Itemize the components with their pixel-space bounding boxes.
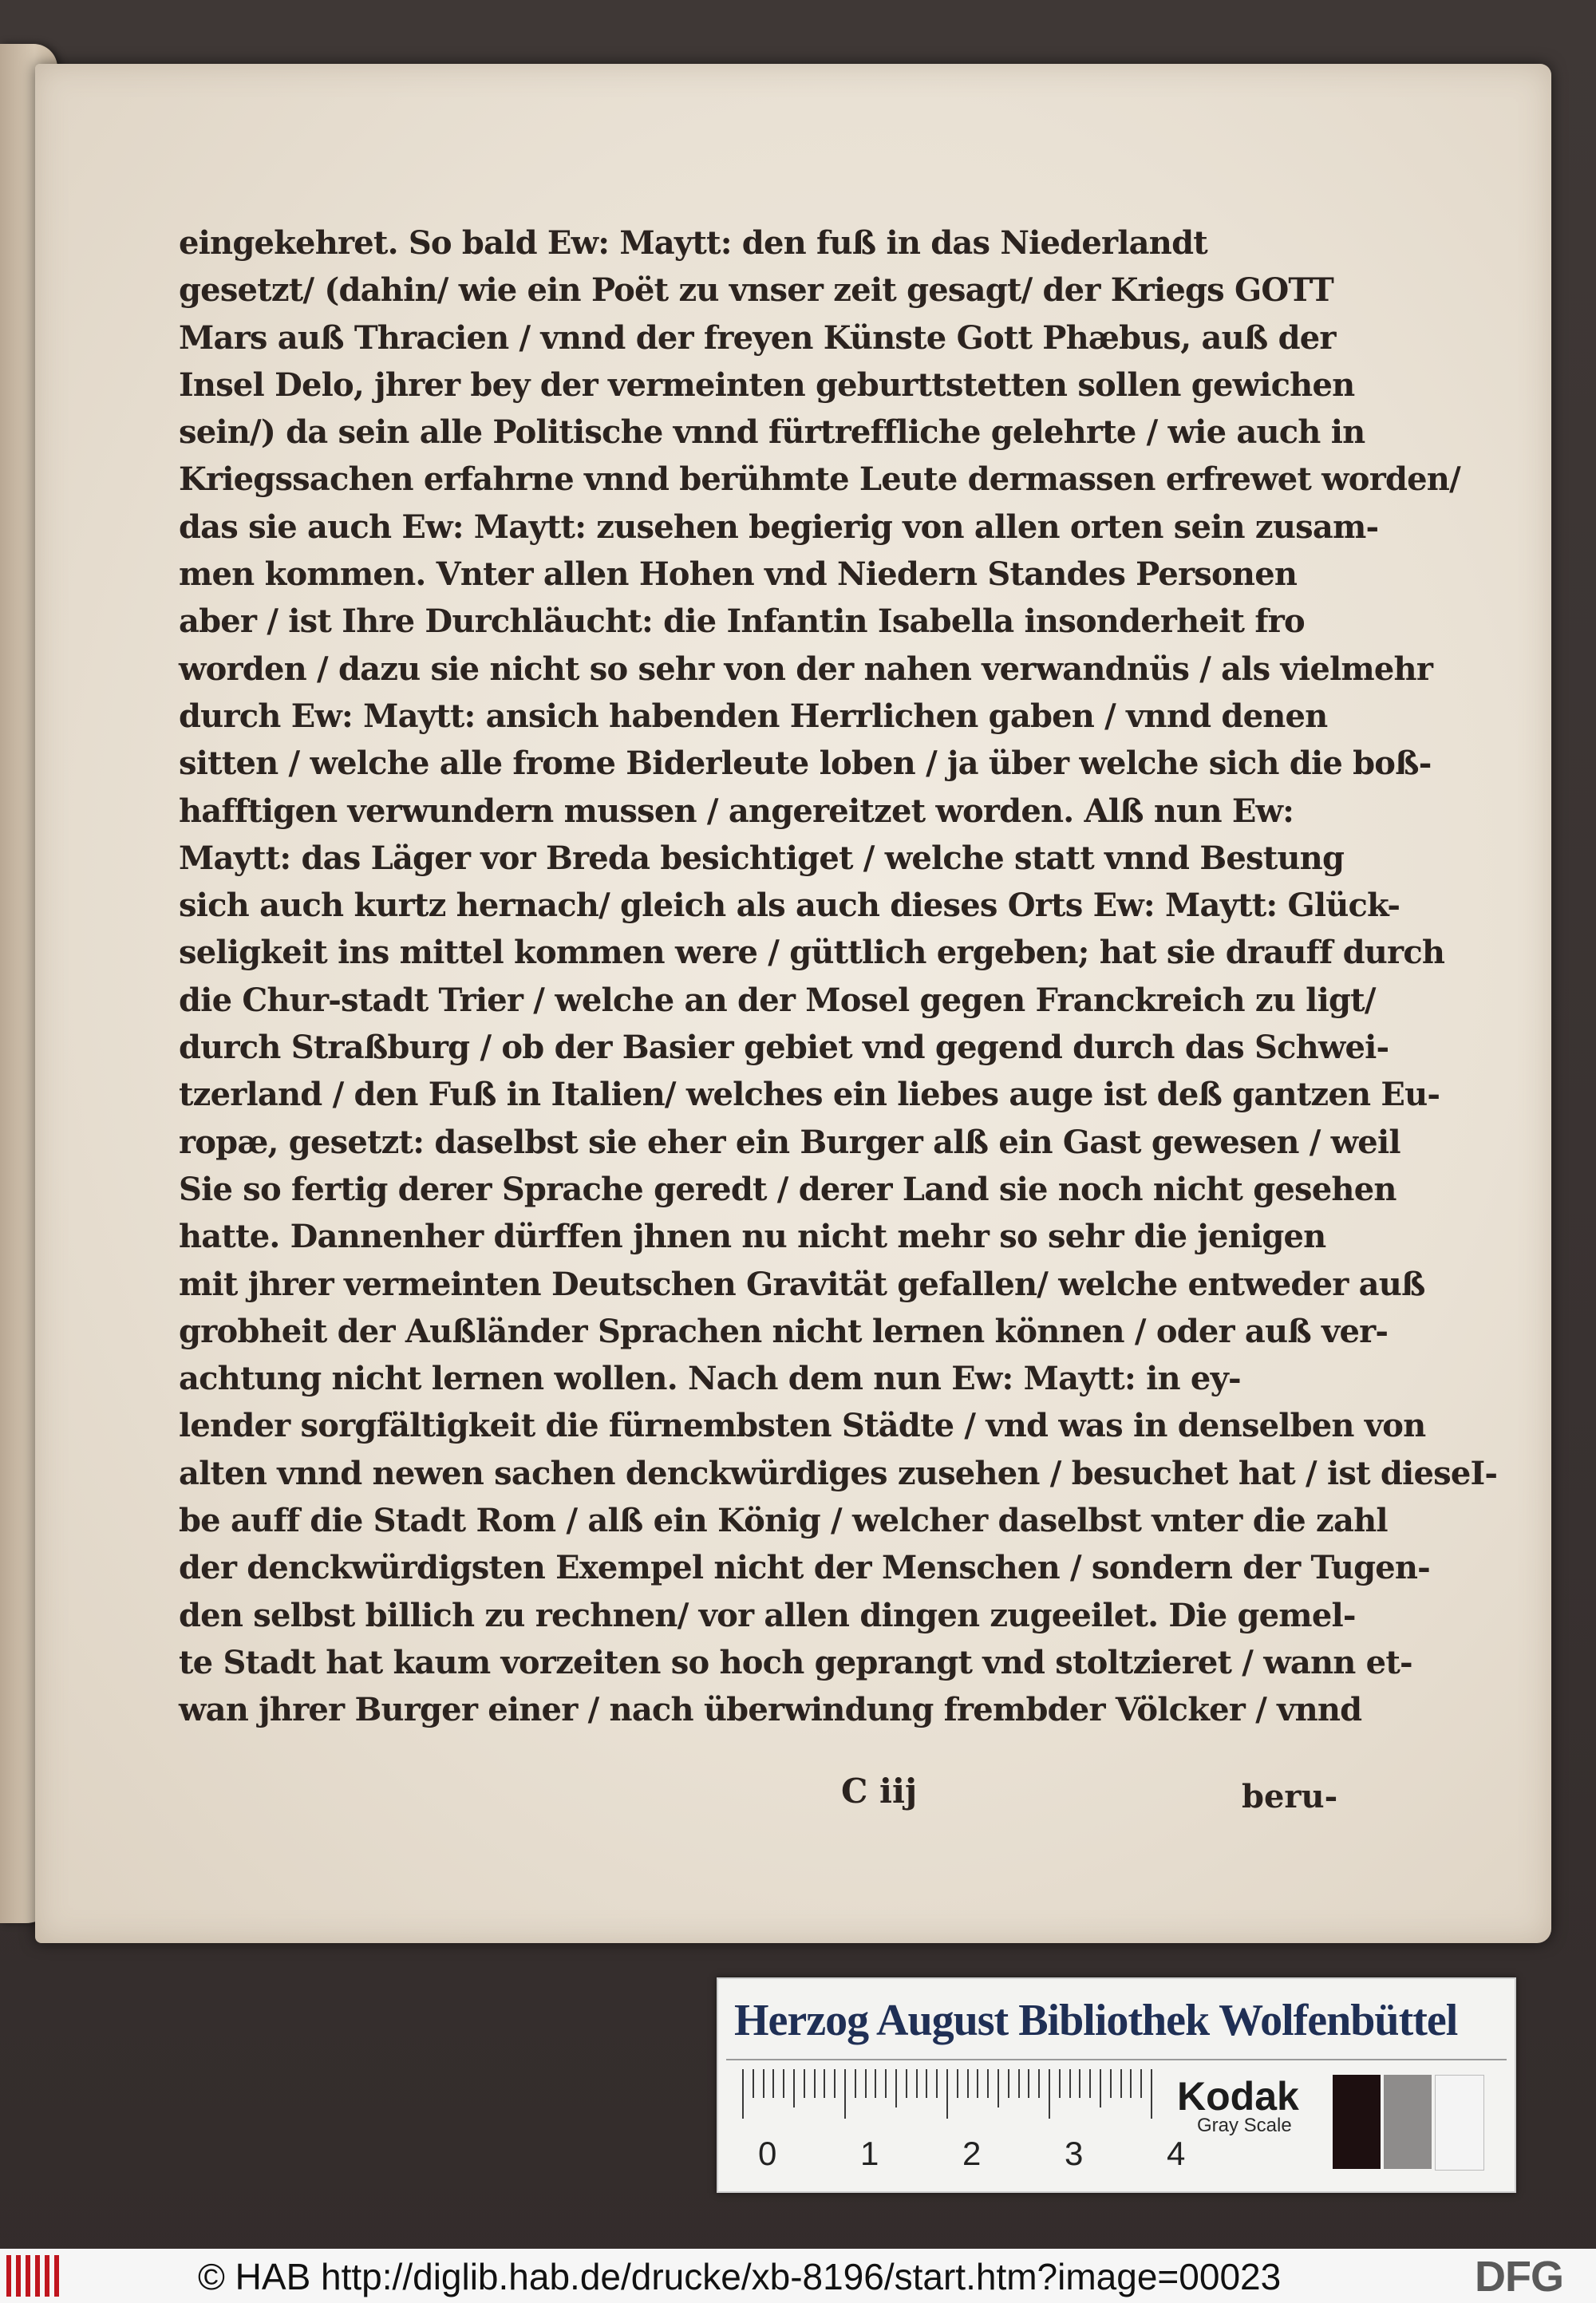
color-target-card xyxy=(717,1977,1516,2193)
ruler-tick xyxy=(1018,2069,1020,2098)
gray-scale-label: Gray Scale xyxy=(1197,2115,1292,2136)
text-line: wan jhrer Burger einer / nach überwindung frembder Völcker / vnnd xyxy=(179,1691,1362,1729)
ruler-tick xyxy=(1100,2069,1101,2107)
library-name: Herzog August Bibliothek Wolfenbüttel xyxy=(734,1996,1458,2045)
ruler-tick xyxy=(875,2069,876,2098)
ruler-tick xyxy=(834,2069,836,2098)
ruler-number: 1 xyxy=(860,2135,879,2172)
ruler-tick xyxy=(946,2069,948,2119)
text-line: lender sorgfältigkeit die fürnembsten Städte / vnd was in denselben von xyxy=(179,1407,1426,1445)
ruler-tick xyxy=(793,2069,795,2107)
ruler-tick xyxy=(865,2069,867,2098)
text-line: Sie so fertig derer Sprache geredt / derer Land sie noch nicht gesehen xyxy=(179,1170,1396,1208)
ruler-tick xyxy=(967,2069,969,2098)
text-line: Kriegssachen erfahrne vnnd berühmte Leute dermassen erfrewet worden/ xyxy=(179,460,1460,499)
ruler-number: 4 xyxy=(1167,2135,1186,2172)
ruler-tick xyxy=(1059,2069,1061,2098)
ruler-tick xyxy=(1140,2069,1142,2098)
text-line: durch Ew: Maytt: ansich habenden Herrlichen gaben / vnnd denen xyxy=(179,697,1328,735)
catchword: beru- xyxy=(1242,1778,1338,1815)
text-line: seligkeit ins mittel kommen were / güttlich ergeben; hat sie drauff durch xyxy=(179,934,1445,972)
text-line: Insel Delo, jhrer bey der vermeinten geburttstetten sollen gewichen xyxy=(179,365,1355,404)
ruler-tick xyxy=(1069,2069,1071,2098)
text-line: die Chur-stadt Trier / welche an der Mosel gegen Franckreich zu ligt/ xyxy=(179,981,1376,1019)
hab-barcode-icon xyxy=(6,2255,64,2297)
text-line: achtung nicht lernen wollen. Nach dem nun Ew: Maytt: in ey- xyxy=(179,1360,1241,1398)
text-line: te Stadt hat kaum vorzeiten so hoch geprangt vnd stoltzieret / wann et- xyxy=(179,1643,1412,1681)
text-line: men kommen. Vnter allen Hohen vnd Niedern Standes Personen xyxy=(179,555,1298,594)
text-line: der denckwürdigsten Exempel nicht der Menschen / sondern der Tugen- xyxy=(179,1549,1430,1587)
gray-swatch xyxy=(1384,2075,1432,2169)
ruler-tick xyxy=(742,2069,744,2119)
footer-bar xyxy=(0,2249,1596,2303)
text-line: worden / dazu sie nicht so sehr von der nahen verwandnüs / als vielmehr xyxy=(179,650,1433,688)
target-divider xyxy=(726,2059,1507,2060)
copyright-url: © HAB http://diglib.hab.de/drucke/xb-8196/start.htm?image=00023 xyxy=(198,2256,1282,2297)
text-line: sitten / welche alle frome Biderleute loben / ja über welche sich die boß- xyxy=(179,745,1432,783)
ruler-tick xyxy=(1151,2069,1152,2119)
text-line: Maytt: das Läger vor Breda besichtiget / welche statt vnnd Bestung xyxy=(179,839,1345,877)
signature-mark: C iij xyxy=(841,1772,918,1811)
dfg-logo: DFG xyxy=(1475,2253,1563,2301)
ruler-tick xyxy=(772,2069,774,2098)
ruler-tick xyxy=(1028,2069,1029,2098)
ruler-tick xyxy=(998,2069,999,2107)
ruler-tick xyxy=(814,2069,816,2098)
text-line: gesetzt/ (dahin/ wie ein Poët zu vnser zeit gesagt/ der Kriegs GOTT xyxy=(179,271,1333,310)
ruler-tick xyxy=(936,2069,938,2098)
ruler-tick xyxy=(824,2069,825,2098)
kodak-logo: Kodak xyxy=(1177,2074,1299,2119)
ruler-tick xyxy=(753,2069,754,2098)
ruler-number: 3 xyxy=(1065,2135,1084,2172)
ruler-tick xyxy=(1110,2069,1112,2098)
text-line: hafftigen verwundern mussen / angereitzet worden. Alß nun Ew: xyxy=(179,792,1294,830)
text-line: mit jhrer vermeinten Deutschen Gravität gefallen/ welche entweder auß xyxy=(179,1265,1425,1303)
text-line: hatte. Dannenher dürffen jhnen nu nicht mehr so sehr die jenigen xyxy=(179,1218,1326,1256)
text-line: durch Straßburg / ob der Basier gebiet vnd gegend durch das Schwei- xyxy=(179,1029,1389,1067)
ruler-tick xyxy=(906,2069,907,2098)
text-line: den selbst billich zu rechnen/ vor allen dingen zugeeilet. Die gemel- xyxy=(179,1596,1356,1634)
ruler-tick xyxy=(783,2069,784,2098)
ruler-tick xyxy=(885,2069,887,2098)
ruler-tick xyxy=(1120,2069,1122,2098)
ruler-tick xyxy=(895,2069,897,2107)
ruler-tick xyxy=(844,2069,846,2119)
book-page xyxy=(35,64,1551,1943)
ruler-tick xyxy=(855,2069,856,2098)
ruler-tick xyxy=(1038,2069,1040,2098)
ruler-tick xyxy=(804,2069,805,2098)
text-line: ropæ, gesetzt: daselbst sie eher ein Burger alß ein Gast gewesen / weil xyxy=(179,1123,1400,1161)
gray-swatch xyxy=(1435,2075,1484,2171)
gray-swatch xyxy=(1333,2075,1381,2169)
ruler-number: 2 xyxy=(962,2135,982,2172)
page-text xyxy=(179,219,1498,1734)
ruler-tick xyxy=(1089,2069,1091,2098)
ruler-tick xyxy=(1049,2069,1050,2119)
text-line: Mars auß Thracien / vnnd der freyen Künste Gott Phæbus, auß der xyxy=(179,318,1336,357)
text-line: alten vnnd newen sachen denckwürdiges zusehen / besuchet hat / ist dieseI- xyxy=(179,1454,1498,1492)
ruler-tick xyxy=(1008,2069,1009,2098)
text-line: grobheit der Außländer Sprachen nicht lernen können / oder auß ver- xyxy=(179,1312,1389,1350)
ruler-tick xyxy=(957,2069,958,2098)
text-line: aber / ist Ihre Durchläucht: die Infantin Isabella insonderheit fro xyxy=(179,602,1305,641)
ruler-scale xyxy=(742,2069,1186,2172)
text-line: sein/) da sein alle Politische vnnd fürtreffliche gelehrte / wie auch in xyxy=(179,413,1365,452)
ruler-tick xyxy=(1079,2069,1080,2098)
text-line: be auff die Stadt Rom / alß ein König / welcher daselbst vnter die zahl xyxy=(179,1502,1388,1540)
text-line: tzerland / den Fuß in Italien/ welches ein liebes auge ist deß gantzen Eu- xyxy=(179,1076,1440,1114)
ruler-tick xyxy=(1130,2069,1132,2098)
ruler-tick xyxy=(987,2069,989,2098)
text-line: sich auch kurtz hernach/ gleich als auch dieses Orts Ew: Maytt: Glück- xyxy=(179,887,1400,925)
ruler-tick xyxy=(977,2069,978,2098)
ruler-tick xyxy=(916,2069,918,2098)
ruler-tick xyxy=(763,2069,764,2098)
text-line: das sie auch Ew: Maytt: zusehen begierig von allen orten sein zusam- xyxy=(179,508,1379,546)
text-line: eingekehret. So bald Ew: Maytt: den fuß in das Niederlandt xyxy=(179,224,1207,262)
ruler-tick xyxy=(926,2069,927,2098)
ruler-number: 0 xyxy=(758,2135,777,2172)
